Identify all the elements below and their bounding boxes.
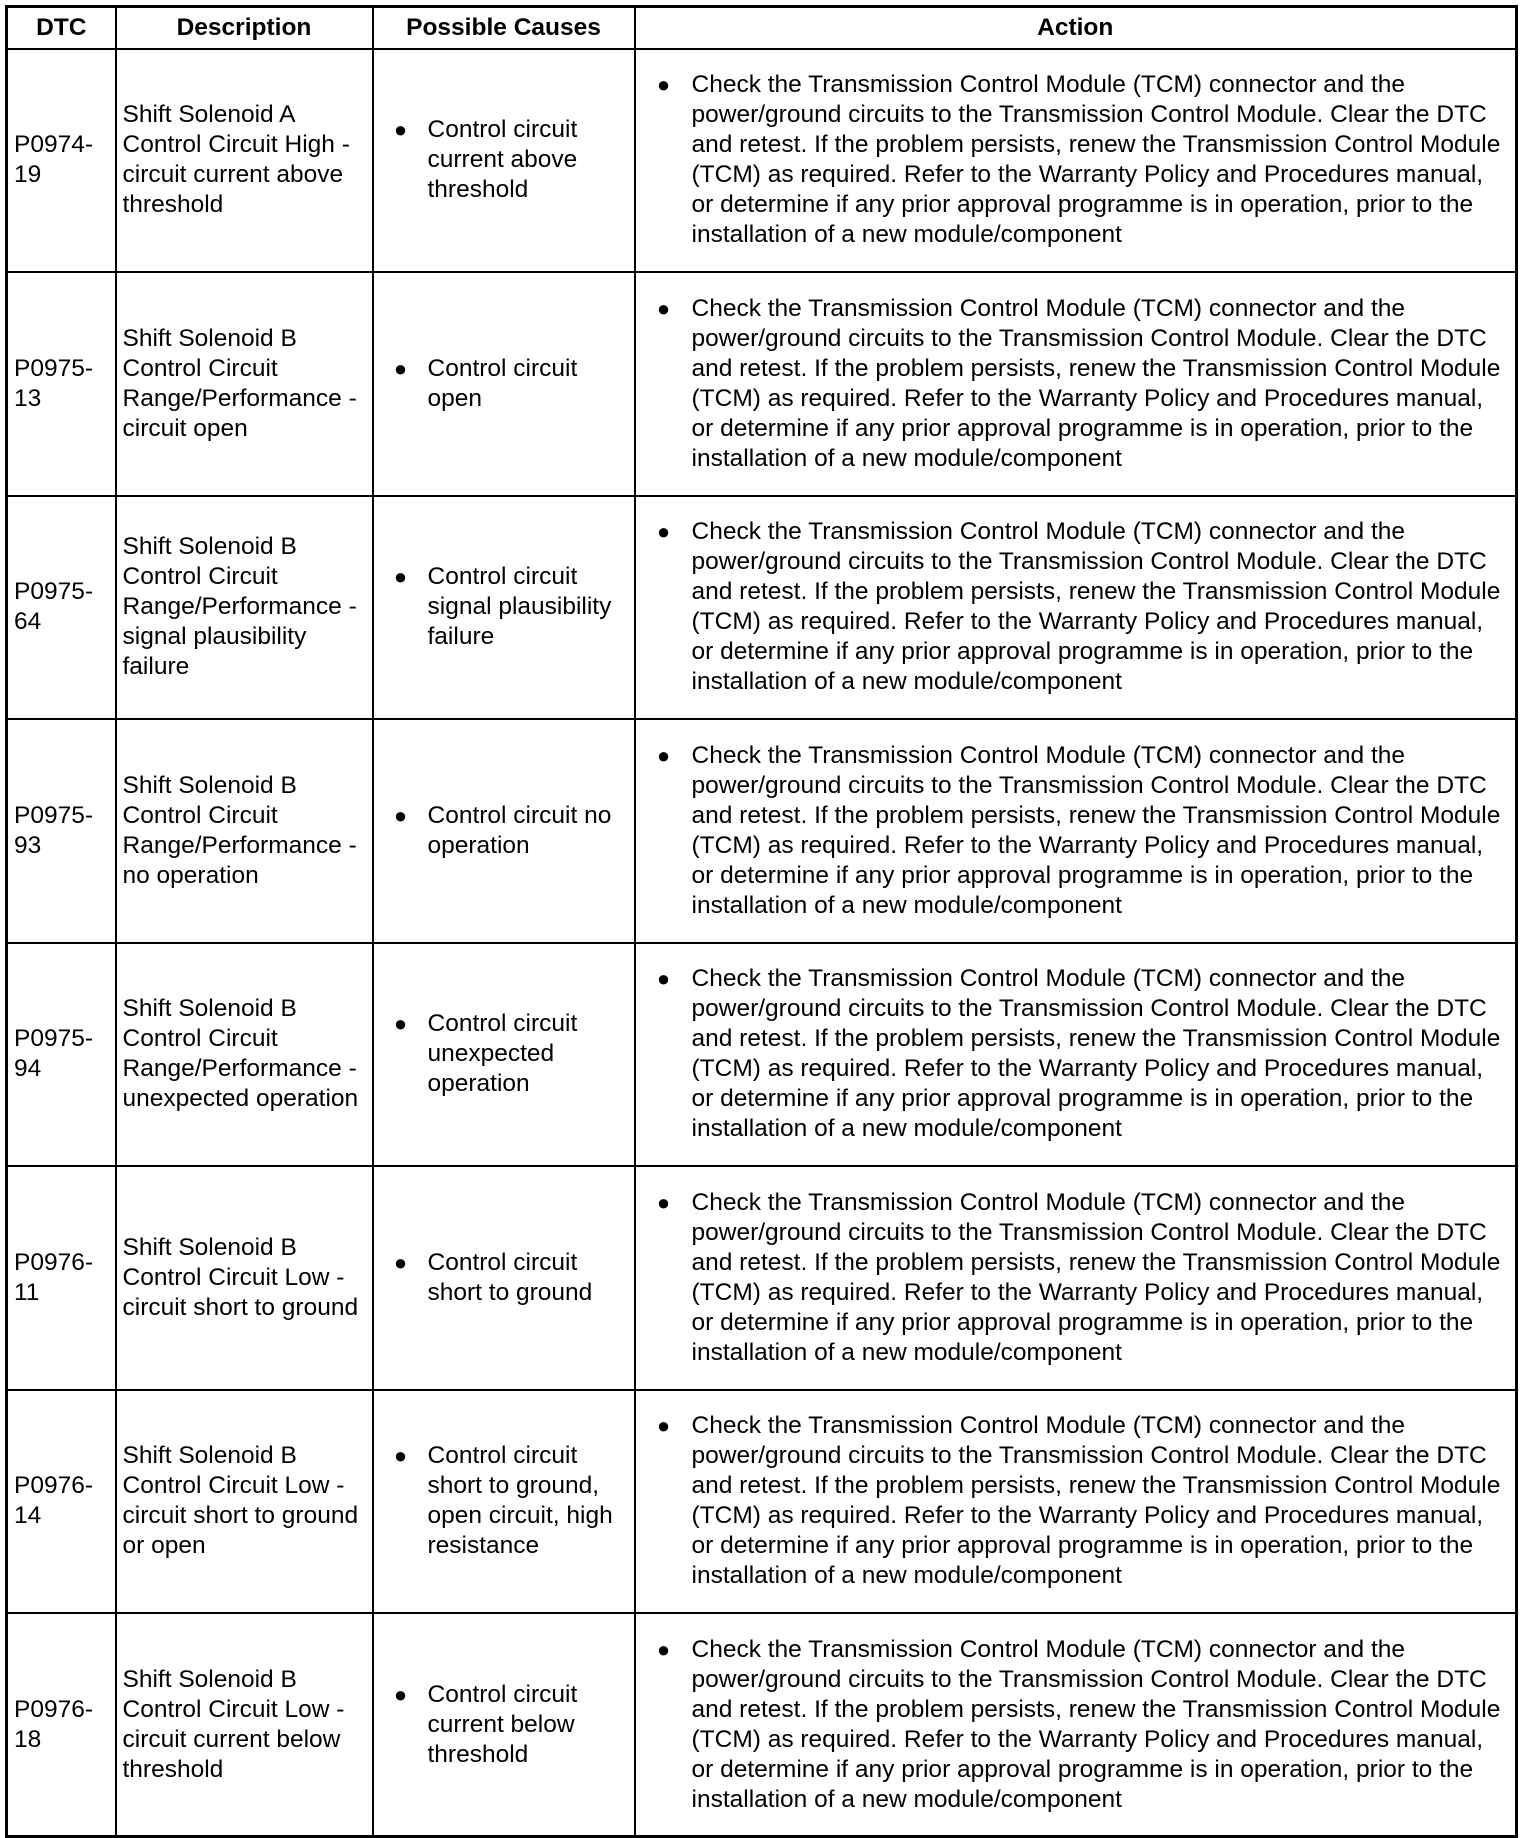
dtc-code-cell: P0976-14 xyxy=(7,1390,116,1614)
action-text: Check the Transmission Control Module (TCM) connector and the power/ground circuits to the Transmission Control Module. Clear the DTC and retest. If the problem persists, renew the Transmission Control Module (TCM) as required. Refer to the Warranty Policy and Procedures manual, or determine if any prior approval programme is in operation, prior to the installation of a new module/component xyxy=(691,518,1501,696)
possible-cause-cell xyxy=(373,1613,635,1837)
possible-cause-text: Control circuit current above threshold xyxy=(427,116,578,204)
bullet-icon: ● xyxy=(656,1636,671,1662)
description-cell: Shift Solenoid A Control Circuit High - circuit current above threshold xyxy=(116,49,373,273)
possible-cause-cell xyxy=(373,49,635,273)
description-cell: Shift Solenoid B Control Circuit Low - circuit short to ground xyxy=(116,1166,373,1390)
bullet-icon: ● xyxy=(393,1443,408,1469)
bullet-icon: ● xyxy=(393,1249,408,1275)
action-text: Check the Transmission Control Module (TCM) connector and the power/ground circuits to the Transmission Control Module. Clear the DTC and retest. If the problem persists, renew the Transmission Control Module (TCM) as required. Refer to the Warranty Policy and Procedures manual, or determine if any prior approval programme is in operation, prior to the installation of a new module/component xyxy=(691,1412,1501,1590)
bullet-icon: ● xyxy=(393,1011,408,1037)
dtc-code-cell: P0975-64 xyxy=(7,496,116,720)
description-cell: Shift Solenoid B Control Circuit Low - circuit short to ground or open xyxy=(116,1390,373,1614)
action-cell xyxy=(635,1613,1517,1837)
description-cell: Shift Solenoid B Control Circuit Range/Performance - circuit open xyxy=(116,272,373,496)
table-row xyxy=(7,49,1517,273)
action-text: Check the Transmission Control Module (TCM) connector and the power/ground circuits to the Transmission Control Module. Clear the DTC and retest. If the problem persists, renew the Transmission Control Module (TCM) as required. Refer to the Warranty Policy and Procedures manual, or determine if any prior approval programme is in operation, prior to the installation of a new module/component xyxy=(691,741,1501,919)
bullet-icon: ● xyxy=(393,1681,408,1707)
table-row xyxy=(7,943,1517,1167)
possible-cause-text: Control circuit no operation xyxy=(427,801,612,859)
dtc-table xyxy=(5,5,1518,1838)
header-dtc: DTC xyxy=(7,7,116,49)
possible-cause-text: Control circuit current below threshold xyxy=(427,1680,578,1768)
action-cell xyxy=(635,1390,1517,1614)
description-cell: Shift Solenoid B Control Circuit Range/Performance - unexpected operation xyxy=(116,943,373,1167)
table-row xyxy=(7,1613,1517,1837)
possible-cause-cell xyxy=(373,719,635,943)
table-row xyxy=(7,272,1517,496)
possible-cause-text: Control circuit short to ground, open circuit, high resistance xyxy=(427,1442,613,1560)
action-cell xyxy=(635,49,1517,273)
possible-cause-text: Control circuit unexpected operation xyxy=(427,1010,578,1098)
bullet-icon: ● xyxy=(393,117,408,143)
possible-cause-cell xyxy=(373,272,635,496)
header-possible-causes: Possible Causes xyxy=(373,7,635,49)
action-text: Check the Transmission Control Module (TCM) connector and the power/ground circuits to the Transmission Control Module. Clear the DTC and retest. If the problem persists, renew the Transmission Control Module (TCM) as required. Refer to the Warranty Policy and Procedures manual, or determine if any prior approval programme is in operation, prior to the installation of a new module/component xyxy=(691,71,1501,249)
header-description: Description xyxy=(116,7,373,49)
dtc-code-cell: P0975-13 xyxy=(7,272,116,496)
possible-cause-cell xyxy=(373,496,635,720)
description-cell: Shift Solenoid B Control Circuit Low - circuit current below threshold xyxy=(116,1613,373,1837)
possible-cause-text: Control circuit signal plausibility failure xyxy=(427,563,612,651)
table-header-row xyxy=(7,7,1517,49)
bullet-icon: ● xyxy=(656,742,671,768)
dtc-code-cell: P0975-93 xyxy=(7,719,116,943)
possible-cause-cell xyxy=(373,1166,635,1390)
table-row xyxy=(7,496,1517,720)
action-cell xyxy=(635,719,1517,943)
action-text: Check the Transmission Control Module (TCM) connector and the power/ground circuits to the Transmission Control Module. Clear the DTC and retest. If the problem persists, renew the Transmission Control Module (TCM) as required. Refer to the Warranty Policy and Procedures manual, or determine if any prior approval programme is in operation, prior to the installation of a new module/component xyxy=(691,1635,1501,1813)
action-cell xyxy=(635,943,1517,1167)
table-row xyxy=(7,1390,1517,1614)
description-cell: Shift Solenoid B Control Circuit Range/Performance - no operation xyxy=(116,719,373,943)
bullet-icon: ● xyxy=(656,966,671,992)
bullet-icon: ● xyxy=(656,1413,671,1439)
bullet-icon: ● xyxy=(656,1189,671,1215)
dtc-code-cell: P0976-11 xyxy=(7,1166,116,1390)
dtc-code-cell: P0976-18 xyxy=(7,1613,116,1837)
bullet-icon: ● xyxy=(393,355,408,381)
dtc-code-cell: P0974-19 xyxy=(7,49,116,273)
bullet-icon: ● xyxy=(656,519,671,545)
possible-cause-cell xyxy=(373,1390,635,1614)
possible-cause-cell xyxy=(373,943,635,1167)
bullet-icon: ● xyxy=(656,72,671,98)
action-cell xyxy=(635,1166,1517,1390)
action-cell xyxy=(635,496,1517,720)
bullet-icon: ● xyxy=(393,802,408,828)
possible-cause-text: Control circuit open xyxy=(427,354,578,412)
action-text: Check the Transmission Control Module (TCM) connector and the power/ground circuits to the Transmission Control Module. Clear the DTC and retest. If the problem persists, renew the Transmission Control Module (TCM) as required. Refer to the Warranty Policy and Procedures manual, or determine if any prior approval programme is in operation, prior to the installation of a new module/component xyxy=(691,294,1501,472)
bullet-icon: ● xyxy=(393,564,408,590)
table-row xyxy=(7,719,1517,943)
possible-cause-text: Control circuit short to ground xyxy=(427,1248,593,1306)
bullet-icon: ● xyxy=(656,295,671,321)
action-text: Check the Transmission Control Module (TCM) connector and the power/ground circuits to the Transmission Control Module. Clear the DTC and retest. If the problem persists, renew the Transmission Control Module (TCM) as required. Refer to the Warranty Policy and Procedures manual, or determine if any prior approval programme is in operation, prior to the installation of a new module/component xyxy=(691,1188,1501,1366)
table-row xyxy=(7,1166,1517,1390)
description-cell: Shift Solenoid B Control Circuit Range/Performance - signal plausibility failure xyxy=(116,496,373,720)
dtc-code-cell: P0975-94 xyxy=(7,943,116,1167)
action-text: Check the Transmission Control Module (TCM) connector and the power/ground circuits to the Transmission Control Module. Clear the DTC and retest. If the problem persists, renew the Transmission Control Module (TCM) as required. Refer to the Warranty Policy and Procedures manual, or determine if any prior approval programme is in operation, prior to the installation of a new module/component xyxy=(691,965,1501,1143)
header-action: Action xyxy=(635,7,1517,49)
action-cell xyxy=(635,272,1517,496)
